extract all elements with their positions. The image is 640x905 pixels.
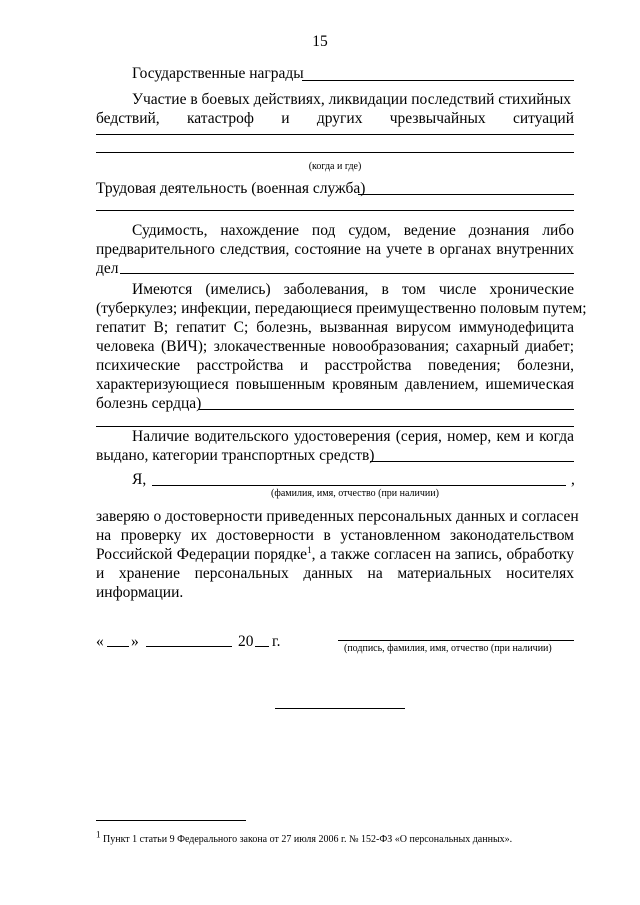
criminal-field[interactable] — [120, 273, 574, 274]
page-number: 15 — [312, 33, 328, 50]
date-open-quote: « — [96, 633, 104, 650]
diseases-line-7: болезнь сердца) — [96, 395, 202, 412]
full-name-caption: (фамилия, имя, отчество (при наличии) — [271, 488, 439, 499]
declaration-line-4: и хранение персональных данных на материальных носителях — [96, 565, 574, 582]
criminal-line-3: дел — [96, 260, 119, 277]
combat-line-2: бедствий, катастроф и других чрезвычайных ситуаций — [96, 110, 574, 127]
combat-line-1: Участие в боевых действиях, ликвидации последствий стихийных — [132, 91, 572, 108]
footnote-separator — [96, 820, 246, 821]
criminal-line-1: Судимость, нахождение под судом, ведение дознания либо — [132, 222, 574, 239]
date-month-field[interactable] — [146, 646, 232, 647]
footnote-ref: 1 — [307, 544, 312, 555]
labor-label: Трудовая деятельность (военная служба) — [96, 180, 366, 197]
diseases-line-2: (туберкулез; инфекции, передающиеся преимущественно половым путем; — [96, 300, 587, 317]
signature-caption: (подпись, фамилия, имя, отчество (при наличии) — [344, 643, 552, 654]
labor-field-1[interactable] — [358, 194, 574, 195]
date-year-field[interactable] — [255, 646, 269, 647]
declaration-line-5: информации. — [96, 584, 184, 601]
awards-label: Государственные награды — [132, 65, 304, 82]
footnote: $^1$ Пункт 1 статьи 9 Федерального закона от 27 июля 2006 г. № 152-ФЗ «О персональных данных». — [96, 829, 513, 845]
date-year-prefix: 20 — [238, 633, 254, 650]
labor-field-2[interactable] — [96, 210, 574, 211]
diseases-field-1[interactable] — [198, 409, 574, 410]
diseases-line-3: гепатит В; гепатит С; болезнь, вызванная вирусом иммунодефицита — [96, 319, 574, 336]
date-day-field[interactable] — [107, 646, 129, 647]
date-year-suffix: г. — [272, 633, 281, 650]
license-field[interactable] — [370, 461, 574, 462]
declaration-line-1: заверяю о достоверности приведенных персональных данных и согласен — [96, 508, 579, 525]
license-line-1: Наличие водительского удостоверения (серия, номер, кем и когда — [132, 428, 574, 445]
license-line-2: выдано, категории транспортных средств) — [96, 447, 375, 464]
diseases-line-5: психические расстройства и расстройства поведения; болезни, — [96, 357, 574, 374]
ending-rule — [275, 708, 405, 709]
diseases-line-1: Имеются (имелись) заболевания, в том числе хронические — [132, 281, 574, 298]
combat-field-2[interactable] — [96, 152, 574, 153]
awards-field[interactable] — [302, 80, 574, 81]
diseases-line-6: характеризующиеся повышенным кровяным давлением, ишемическая — [96, 376, 574, 393]
combat-caption: (когда и где) — [308, 161, 362, 172]
ya-label: Я, — [132, 471, 147, 488]
declaration-line-2: на проверку их достоверности в установленном законодательством — [96, 527, 574, 544]
declaration-line-3: Российской Федерации порядке$^1$, а также согласен на запись, обработку — [96, 544, 574, 563]
criminal-line-2: предварительного следствия, состояние на учете в органах внутренних — [96, 241, 574, 258]
signature-field[interactable] — [338, 640, 574, 641]
diseases-line-4: человека (ВИЧ); злокачественные новообразования; сахарный диабет; — [96, 338, 574, 355]
combat-field-1[interactable] — [96, 134, 574, 135]
ya-comma: , — [571, 471, 575, 488]
date-close-quote: » — [131, 633, 139, 650]
full-name-field[interactable] — [152, 485, 566, 486]
